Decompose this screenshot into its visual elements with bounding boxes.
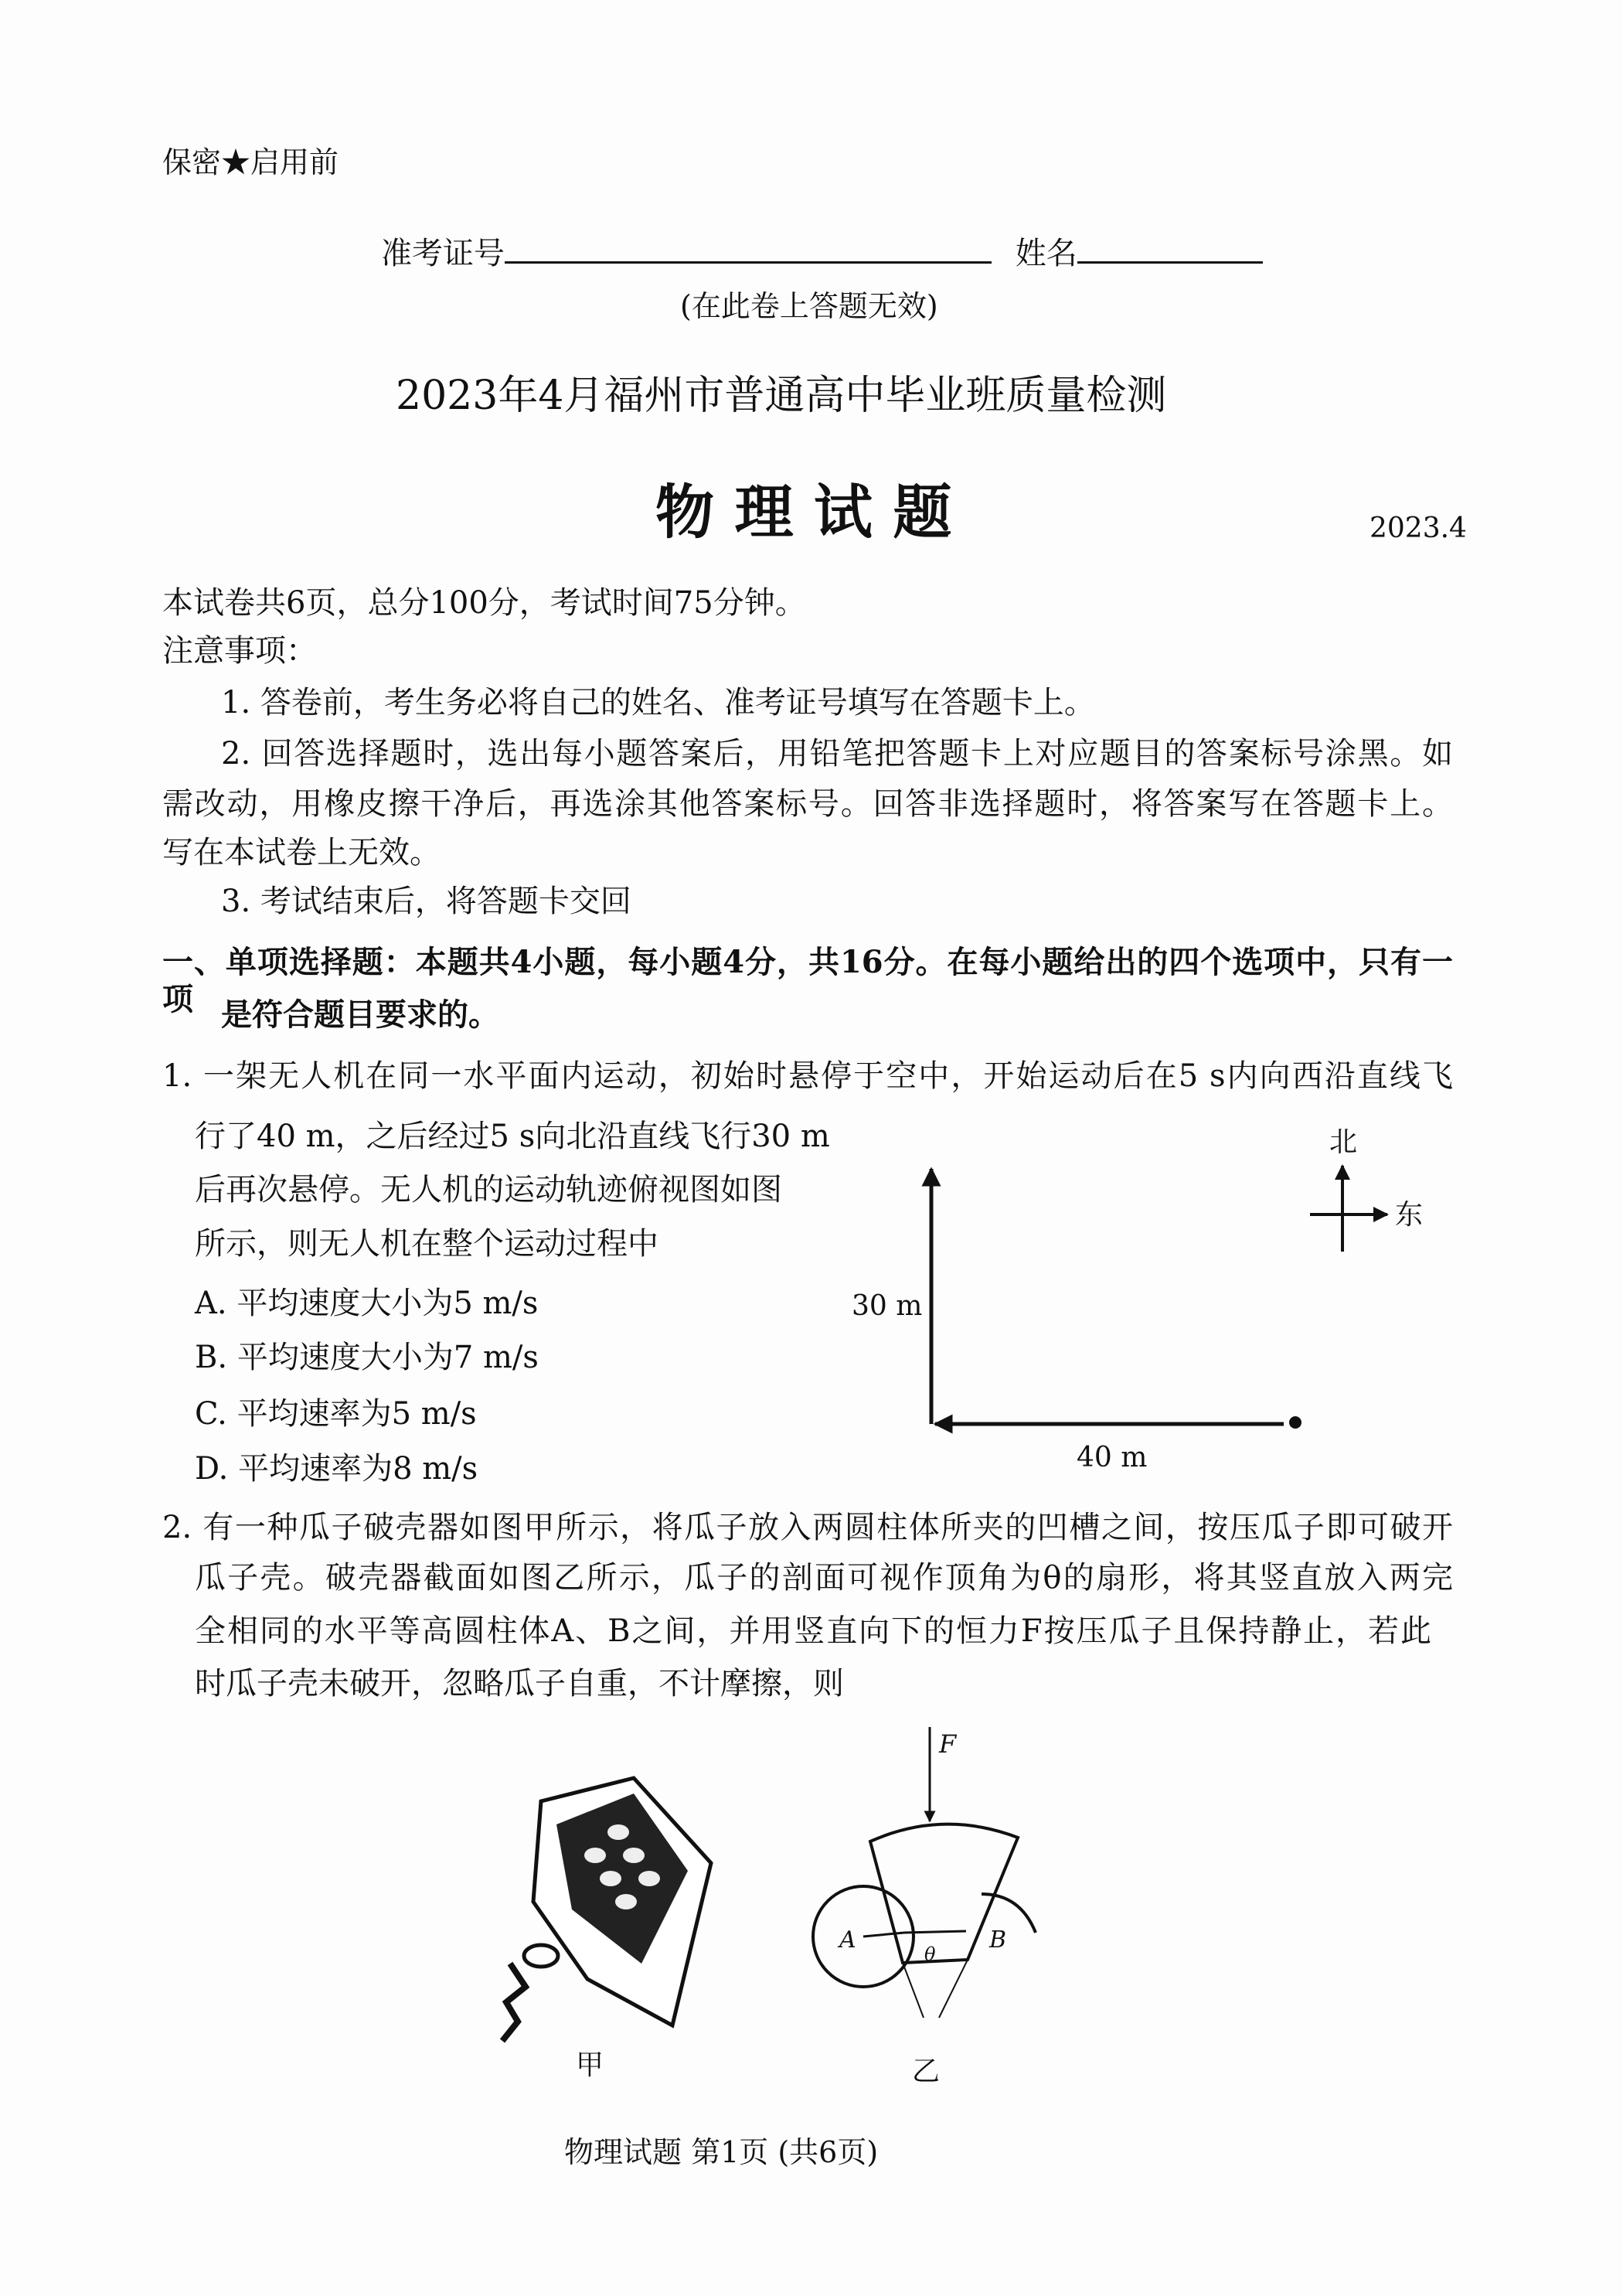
compass-north-label: 北 xyxy=(1329,1126,1358,1158)
question-1-option-d: D. 平均速率为8 m/s xyxy=(195,1451,478,1487)
subject-title: 物 理 试 题 xyxy=(655,478,952,547)
name-label: 姓名 xyxy=(1015,236,1077,271)
question-2-line: 2. 有一种瓜子破壳器如图甲所示，将瓜子放入两圆柱体所夹的凹槽之间，按压瓜子即可破开 xyxy=(162,1510,1453,1545)
exam-date: 2023.4 xyxy=(1370,513,1467,544)
confidential-mark: 保密★启用前 xyxy=(162,145,339,179)
page-footer: 物理试题 第1页 (共6页) xyxy=(564,2135,879,2169)
section-heading: 一、单项选择题：本题共4小题，每小题4分，共16分。在每小题给出的四个选项中，只有一项 xyxy=(162,944,1453,1017)
invalid-note: (在此卷上答题无效) xyxy=(680,289,938,323)
question-1-line: 所示，则无人机在整个运动过程中 xyxy=(195,1226,658,1262)
exam-title: 2023年4月福州市普通高中毕业班质量检测 xyxy=(396,373,1167,419)
note-line: 1. 答卷前，考生务必将自己的姓名、准考证号填写在答题卡上。 xyxy=(221,685,1095,720)
question-1-line: 行了40 m，之后经过5 s向北沿直线飞行30 m xyxy=(195,1119,830,1154)
section-heading: 是符合题目要求的。 xyxy=(221,996,499,1033)
force-label: F xyxy=(939,1729,957,1759)
drone-trajectory-figure xyxy=(931,1166,1387,1429)
question-2-line: 时瓜子壳未破开，忽略瓜子自重，不计摩擦，则 xyxy=(195,1666,844,1702)
exam-id-label: 准考证号 xyxy=(381,236,505,271)
question-1-option-b: B. 平均速度大小为7 m/s xyxy=(195,1340,539,1375)
question-1-option-c: C. 平均速率为5 m/s xyxy=(195,1396,477,1432)
cylinder-a-label: A xyxy=(839,1926,856,1954)
figure-a-caption: 甲 xyxy=(576,2049,604,2081)
compass-east-label: 东 xyxy=(1395,1199,1424,1231)
west-distance-label: 40 m xyxy=(1077,1442,1148,1473)
cracker-cross-section-figure xyxy=(813,1727,1036,2018)
start-point xyxy=(1289,1416,1301,1429)
note-line: 2. 回答选择题时，选出每小题答案后，用铅笔把答题卡上对应题目的答案标号涂黑。如 xyxy=(221,736,1453,772)
note-line: 3. 考试结束后，将答题卡交回 xyxy=(221,884,631,919)
angle-theta-label: θ xyxy=(924,1943,936,1965)
intro-text: 本试卷共6页，总分100分，考试时间75分钟。 xyxy=(162,585,806,621)
question-1-option-a: A. 平均速度大小为5 m/s xyxy=(195,1286,539,1321)
note-line: 需改动，用橡皮擦干净后，再选涂其他答案标号。回答非选择题时，将答案写在答题卡上。 xyxy=(162,786,1453,822)
figure-b-caption: 乙 xyxy=(912,2056,941,2087)
question-1-line: 后再次悬停。无人机的运动轨迹俯视图如图 xyxy=(195,1172,782,1208)
notes-title: 注意事项： xyxy=(162,633,317,669)
question-2-line: 瓜子壳。破壳器截面如图乙所示，瓜子的剖面可视作顶角为θ的扇形，将其竖直放入两完 xyxy=(195,1560,1453,1596)
cylinder-b-label: B xyxy=(989,1926,1007,1954)
sunflower-cracker-photo xyxy=(502,1778,711,2041)
note-line: 写在本试卷上无效。 xyxy=(162,835,441,870)
north-distance-label: 30 m xyxy=(852,1290,923,1322)
question-1-line: 1. 一架无人机在同一水平面内运动，初始时悬停于空中，开始运动后在5 s内向西沿直线飞 xyxy=(162,1058,1453,1094)
question-2-line: 全相同的水平等高圆柱体A、B之间，并用竖直向下的恒力F按压瓜子且保持静止，若此 xyxy=(195,1613,1431,1649)
